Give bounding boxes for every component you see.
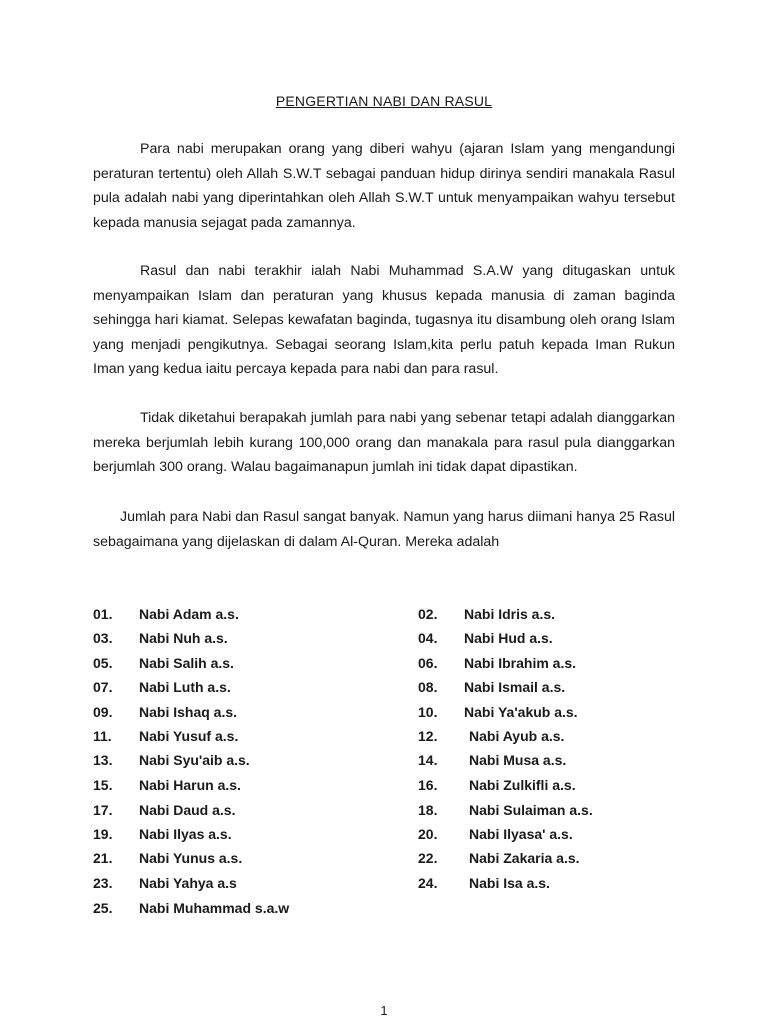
paragraph-3: Tidak diketahui berapakah jumlah para nabi yang sebenar tetapi adalah dianggarkan mereka berjumlah lebih kurang 100,000 orang dan manakala para rasul pula dianggarkan berjumlah 300 orang. Walau bagaimanapun jumlah ini tidak dapat dipastikan. [93,410,675,475]
prophet-name: Nabi Yusuf a.s. [139,728,239,744]
prophet-number: 03. [93,630,113,646]
prophet-name: Nabi Syu'aib a.s. [139,752,250,768]
prophet-name: Nabi Ilyas a.s. [139,826,232,842]
prophet-number: 11. [93,728,112,744]
prophet-number: 04. [418,630,438,646]
prophet-number: 07. [93,679,113,695]
paragraph-1: Para nabi merupakan orang yang diberi wahyu (ajaran Islam yang mengandungi peraturan tertentu) oleh Allah S.W.T sebagai panduan hidup dirinya sendiri manakala Rasul pula adalah nabi yang diperintahkan oleh Allah S.W.T untuk menyampaikan wahyu tersebut kepada manusia sejagat pada zamannya. [93,141,675,231]
prophet-name: Nabi Daud a.s. [139,802,236,818]
prophet-number: 13. [93,752,113,768]
prophet-number: 05. [93,655,113,671]
prophet-number: 24. [418,875,438,891]
prophet-number: 06. [418,655,438,671]
prophet-name: Nabi Hud a.s. [464,630,553,646]
prophet-name: Nabi Harun a.s. [139,777,241,793]
prophet-name: Nabi Zulkifli a.s. [469,777,576,793]
prophet-name: Nabi Muhammad s.a.w [139,900,290,916]
prophet-name: Nabi Ibrahim a.s. [464,655,577,671]
prophet-name: Nabi Isa a.s. [469,875,550,891]
prophet-name: Nabi Ismail a.s. [464,679,566,695]
prophet-number: 02. [418,606,438,622]
prophet-number: 16. [418,777,438,793]
prophet-name: Nabi Ilyasa' a.s. [469,826,573,842]
prophet-name: Nabi Ishaq a.s. [139,704,238,720]
prophet-name: Nabi Sulaiman a.s. [469,802,593,818]
prophet-name: Nabi Idris a.s. [464,606,556,622]
prophet-number: 12. [418,728,438,744]
prophet-name: Nabi Luth a.s. [139,679,231,695]
prophet-number: 14. [418,752,438,768]
prophet-number: 20. [418,826,438,842]
prophet-number: 23. [93,875,113,891]
prophet-number: 25. [93,900,113,916]
prophet-number: 17. [93,802,113,818]
prophet-name: Nabi Salih a.s. [139,655,234,671]
prophet-number: 08. [418,679,438,695]
prophet-name: Nabi Musa a.s. [469,752,567,768]
prophet-number: 22. [418,850,438,866]
prophet-name: Nabi Ayub a.s. [469,728,565,744]
prophet-number: 21. [93,850,113,866]
page-title: PENGERTIAN NABI DAN RASUL [275,93,493,109]
page-number: 1 [380,1003,388,1018]
prophet-name: Nabi Zakaria a.s. [469,850,580,866]
prophet-number: 10. [418,704,438,720]
prophet-number: 18. [418,802,438,818]
prophet-name: Nabi Adam a.s. [139,606,239,622]
prophet-number: 15. [93,777,113,793]
prophet-name: Nabi Ya'akub a.s. [464,704,578,720]
paragraph-2: Rasul dan nabi terakhir ialah Nabi Muhammad S.A.W yang ditugaskan untuk menyampaikan Islam dan peraturan yang khusus kepada manusia di zaman baginda sehingga hari kiamat. Selepas kewafatan baginda, tugasnya itu disambung oleh orang Islam yang menjadi pengikutnya. Sebagai seorang Islam,kita perlu patuh kepada Iman Rukun Iman yang kedua iaitu percaya kepada para nabi dan para rasul. [93,263,675,377]
prophet-name: Nabi Nuh a.s. [139,630,228,646]
prophet-number: 09. [93,704,113,720]
prophet-number: 19. [93,826,113,842]
paragraph-4: Jumlah para Nabi dan Rasul sangat banyak. Namun yang harus diimani hanya 25 Rasul sebagaimana yang dijelaskan di dalam Al-Quran. Mereka adalah [93,509,675,550]
prophet-name: Nabi Yunus a.s. [139,850,243,866]
prophet-number: 01. [93,606,113,622]
prophet-name: Nabi Yahya a.s [139,875,237,891]
